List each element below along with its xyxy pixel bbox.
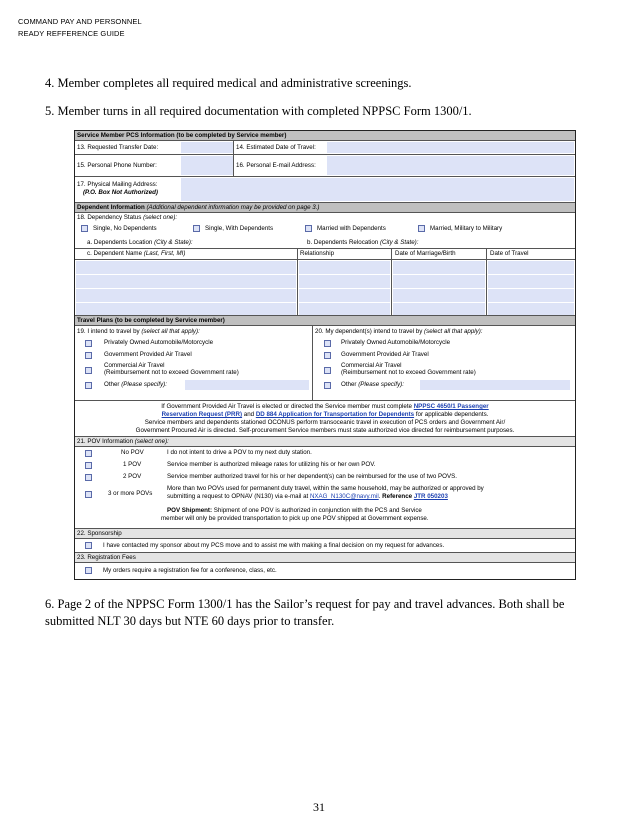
section-dependent-note: (Additional dependent information may be provided on page 3.)	[146, 204, 320, 211]
row-22-header	[75, 529, 575, 539]
field-18-label	[77, 214, 177, 222]
pov-desc-1: Service member is authorized mileage rates for utilizing his or her own POV.	[167, 461, 376, 468]
row-18c-header	[75, 249, 575, 260]
checkbox-married-with-dep[interactable]	[305, 225, 312, 232]
pov-desc-3-line2	[167, 493, 448, 501]
notice-line-3: Service members and dependents stationed OCONUS perform transoceanic travel in execution of PCS orders and Government Air/	[144, 419, 506, 426]
header-line-2: READY REFFERENCE GUIDE	[18, 29, 125, 38]
field-23-label: 23. Registration Fees	[77, 554, 136, 561]
self-opt-other	[104, 381, 167, 389]
step-5: 5. Member turns in all required documentation with completed NPPSC Form 1300/1.	[45, 104, 472, 118]
pov-shipment-heading: POV Shipment:	[167, 507, 213, 514]
notice-2-tail: for applicable dependents.	[414, 411, 489, 418]
checkbox-self-comm-air[interactable]	[85, 367, 92, 374]
pov-shipment-line1	[167, 507, 422, 515]
pov3-text: submitting a request to OPNAV (N130) via e-mail at	[167, 493, 310, 500]
option-single-with-dep: Single, With Dependents	[205, 225, 274, 232]
checkbox-dep-gov-air[interactable]	[324, 352, 331, 359]
field-16-label: 16. Personal E-mail Address:	[236, 162, 316, 169]
option-married-with-dep: Married with Dependents	[317, 225, 386, 232]
checkbox-sponsor[interactable]	[85, 542, 92, 549]
row-22-body	[75, 539, 575, 553]
checkbox-2-pov[interactable]	[85, 474, 92, 481]
pov-label-3: 3 or more POVs	[108, 490, 153, 497]
field-18-text: 18. Dependency Status	[77, 214, 142, 221]
prr-form-link[interactable]: NPPSC 4650/1 Passenger	[413, 403, 489, 410]
pov-label-2: 2 POV	[123, 473, 142, 480]
opnav-email-link[interactable]: NXAG_N130C@navy.mil	[309, 493, 379, 500]
transfer-date-input[interactable]	[181, 142, 233, 153]
notice-line-4: Government Procured Air is directed. Self-procurement Service members must state authorized vice directed for reimbursement purposes.	[135, 427, 515, 434]
pov-options	[75, 447, 575, 529]
dep-other-text: Other	[341, 381, 357, 388]
field-18b-italic: (City & State):	[379, 239, 419, 246]
notice-1-text: If Government Provided Air Travel is elected or directed the Service member must complete	[161, 403, 414, 410]
notice-line-1	[75, 403, 575, 411]
col-date-of-marriage: Date of Marriage/Birth	[395, 250, 456, 257]
email-input[interactable]	[327, 156, 574, 175]
pov-desc-none: I do not intent to drive a POV to my next duty station.	[167, 449, 312, 456]
travel-date-input[interactable]	[327, 142, 574, 153]
self-other-input[interactable]	[185, 380, 309, 390]
gov-air-notice	[75, 401, 575, 437]
field-21-text: 21. POV Information	[77, 438, 134, 445]
dependent-table-body	[75, 260, 575, 316]
registration-text: My orders require a registration fee for a conference, class, etc.	[103, 567, 277, 574]
section-travel-plans: Travel Plans (to be completed by Service member)	[75, 316, 575, 326]
field-18a-text: a. Dependents Location	[87, 239, 153, 246]
dep-opt-comm-air-note: (Reimbursement not to exceed Government rate)	[341, 369, 476, 376]
row-15-16	[75, 155, 575, 177]
checkbox-married-mil-to-mil[interactable]	[418, 225, 425, 232]
checkbox-self-gov-air[interactable]	[85, 352, 92, 359]
pov3-reference: Reference	[382, 493, 414, 500]
nppsc-form-1300-1-excerpt	[74, 130, 576, 580]
option-married-mil-to-mil: Married, Military to Military	[430, 225, 503, 232]
field-15-label: 15. Personal Phone Number:	[77, 162, 157, 169]
field-21-select: (select one):	[134, 438, 169, 445]
field-18b-label	[307, 239, 418, 247]
checkbox-dep-pov[interactable]	[324, 340, 331, 347]
dep-opt-comm-air: Commercial Air Travel	[341, 362, 402, 369]
field-18-select: (select one):	[143, 214, 178, 221]
field-13-label: 13. Requested Transfer Date:	[77, 144, 159, 151]
checkbox-single-no-dep[interactable]	[81, 225, 88, 232]
self-opt-comm-air-note: (Reimbursement not to exceed Government rate)	[104, 369, 239, 376]
field-18a-label	[87, 239, 193, 247]
field-14-label: 14. Estimated Date of Travel:	[236, 144, 316, 151]
step-6: 6. Page 2 of the NPPSC Form 1300/1 has the Sailor’s request for pay and travel advances. Both shall be submitted NLT 30 days but NTE 60 days prior to transfer.	[45, 597, 565, 628]
section-dependent-title: Dependent Information	[77, 204, 145, 211]
pov-label-1: 1 POV	[123, 461, 142, 468]
dd884-form-link[interactable]: DD 884 Application for Transportation for Dependents	[255, 411, 415, 418]
checkbox-1-pov[interactable]	[85, 462, 92, 469]
field-20-text: 20. My dependent(s) intend to travel by	[315, 328, 423, 335]
pov-shipment-line2: member will only be provided transportation to pick up one POV shipped at Government expense.	[161, 515, 429, 522]
checkbox-single-with-dep[interactable]	[193, 225, 200, 232]
sponsor-text: I have contacted my sponsor about my PCS move and to assist me with making a final decision on my request for advances.	[103, 542, 445, 549]
page-number: 31	[313, 800, 325, 814]
col-relationship: Relationship	[300, 250, 335, 257]
field-20-label	[315, 328, 483, 336]
self-other-italic: (Please specify):	[121, 381, 167, 388]
field-22-label: 22. Sponsorship	[77, 530, 122, 537]
field-17-label: 17. Physical Mailing Address:	[77, 181, 158, 188]
self-opt-pov: Privately Owned Automobile/Motorcycle	[104, 339, 214, 346]
step-4: 4. Member completes all required medical and administrative screenings.	[45, 76, 412, 90]
field-19-italic: (select all that apply):	[141, 328, 200, 335]
section-pcs-info: Service Member PCS Information (to be completed by Service member)	[75, 131, 575, 141]
dep-other-input[interactable]	[420, 380, 570, 390]
row-18	[75, 213, 575, 237]
checkbox-self-pov[interactable]	[85, 340, 92, 347]
field-19-text: 19. I intend to travel by	[77, 328, 140, 335]
mailing-address-input[interactable]	[181, 178, 574, 201]
field-18c-italic: (Last, First, MI)	[143, 250, 186, 257]
col-date-of-travel: Date of Travel	[490, 250, 529, 257]
prr-form-link-2[interactable]: Reservation Request (PRR)	[161, 411, 243, 418]
row-21-header	[75, 437, 575, 447]
phone-input[interactable]	[181, 156, 233, 175]
header-line-1: COMMAND PAY AND PERSONNEL	[18, 17, 142, 26]
field-17-note: (P.O. Box Not Authorized)	[83, 189, 158, 196]
pov-label-none: No POV	[121, 449, 144, 456]
row-23-body	[75, 563, 575, 579]
row-17	[75, 177, 575, 203]
field-19-label	[77, 328, 200, 336]
field-18c-label	[87, 250, 185, 258]
notice-line-2	[75, 411, 575, 419]
row-18ab	[75, 237, 575, 249]
checkbox-3-plus-pov[interactable]	[85, 491, 92, 498]
field-21-label	[77, 438, 169, 446]
pov3-period: .	[378, 493, 383, 500]
checkbox-no-pov[interactable]	[85, 450, 92, 457]
checkbox-dep-other[interactable]	[324, 382, 331, 389]
row-23-header	[75, 553, 575, 563]
dep-opt-other	[341, 381, 404, 389]
field-18a-italic: (City & State):	[154, 239, 193, 246]
dep-opt-gov-air: Government Provided Air Travel	[341, 351, 429, 358]
option-single-no-dep: Single, No Dependents	[93, 225, 157, 232]
pov-shipment-text: Shipment of one POV is authorized in conjunction with the PCS and Service	[212, 507, 422, 514]
jtr-link[interactable]: JTR 050203	[413, 493, 448, 500]
field-20-italic: (select all that apply):	[424, 328, 483, 335]
pov-desc-3: More than two POVs used for permanent duty travel, within the same household, may be authorized or approved by	[167, 485, 484, 492]
pov-desc-2: Service member authorized travel for his or her dependent(s) can be reimbursed for the use of two POVS.	[167, 473, 457, 480]
row-19-20	[75, 326, 575, 401]
field-18c-text: c. Dependent Name	[87, 250, 143, 257]
self-opt-gov-air: Government Provided Air Travel	[104, 351, 192, 358]
checkbox-dep-comm-air[interactable]	[324, 367, 331, 374]
checkbox-self-other[interactable]	[85, 382, 92, 389]
row-13-14	[75, 141, 575, 155]
dep-opt-pov: Privately Owned Automobile/Motorcycle	[341, 339, 451, 346]
self-opt-comm-air: Commercial Air Travel	[104, 362, 165, 369]
self-other-text: Other	[104, 381, 120, 388]
notice-2-and: and	[242, 411, 256, 418]
dep-other-italic: (Please specify):	[358, 381, 404, 388]
field-18b-text: b. Dependents Relocation	[307, 239, 379, 246]
section-dependent-info	[75, 203, 575, 213]
checkbox-registration[interactable]	[85, 567, 92, 574]
running-header	[18, 16, 142, 40]
